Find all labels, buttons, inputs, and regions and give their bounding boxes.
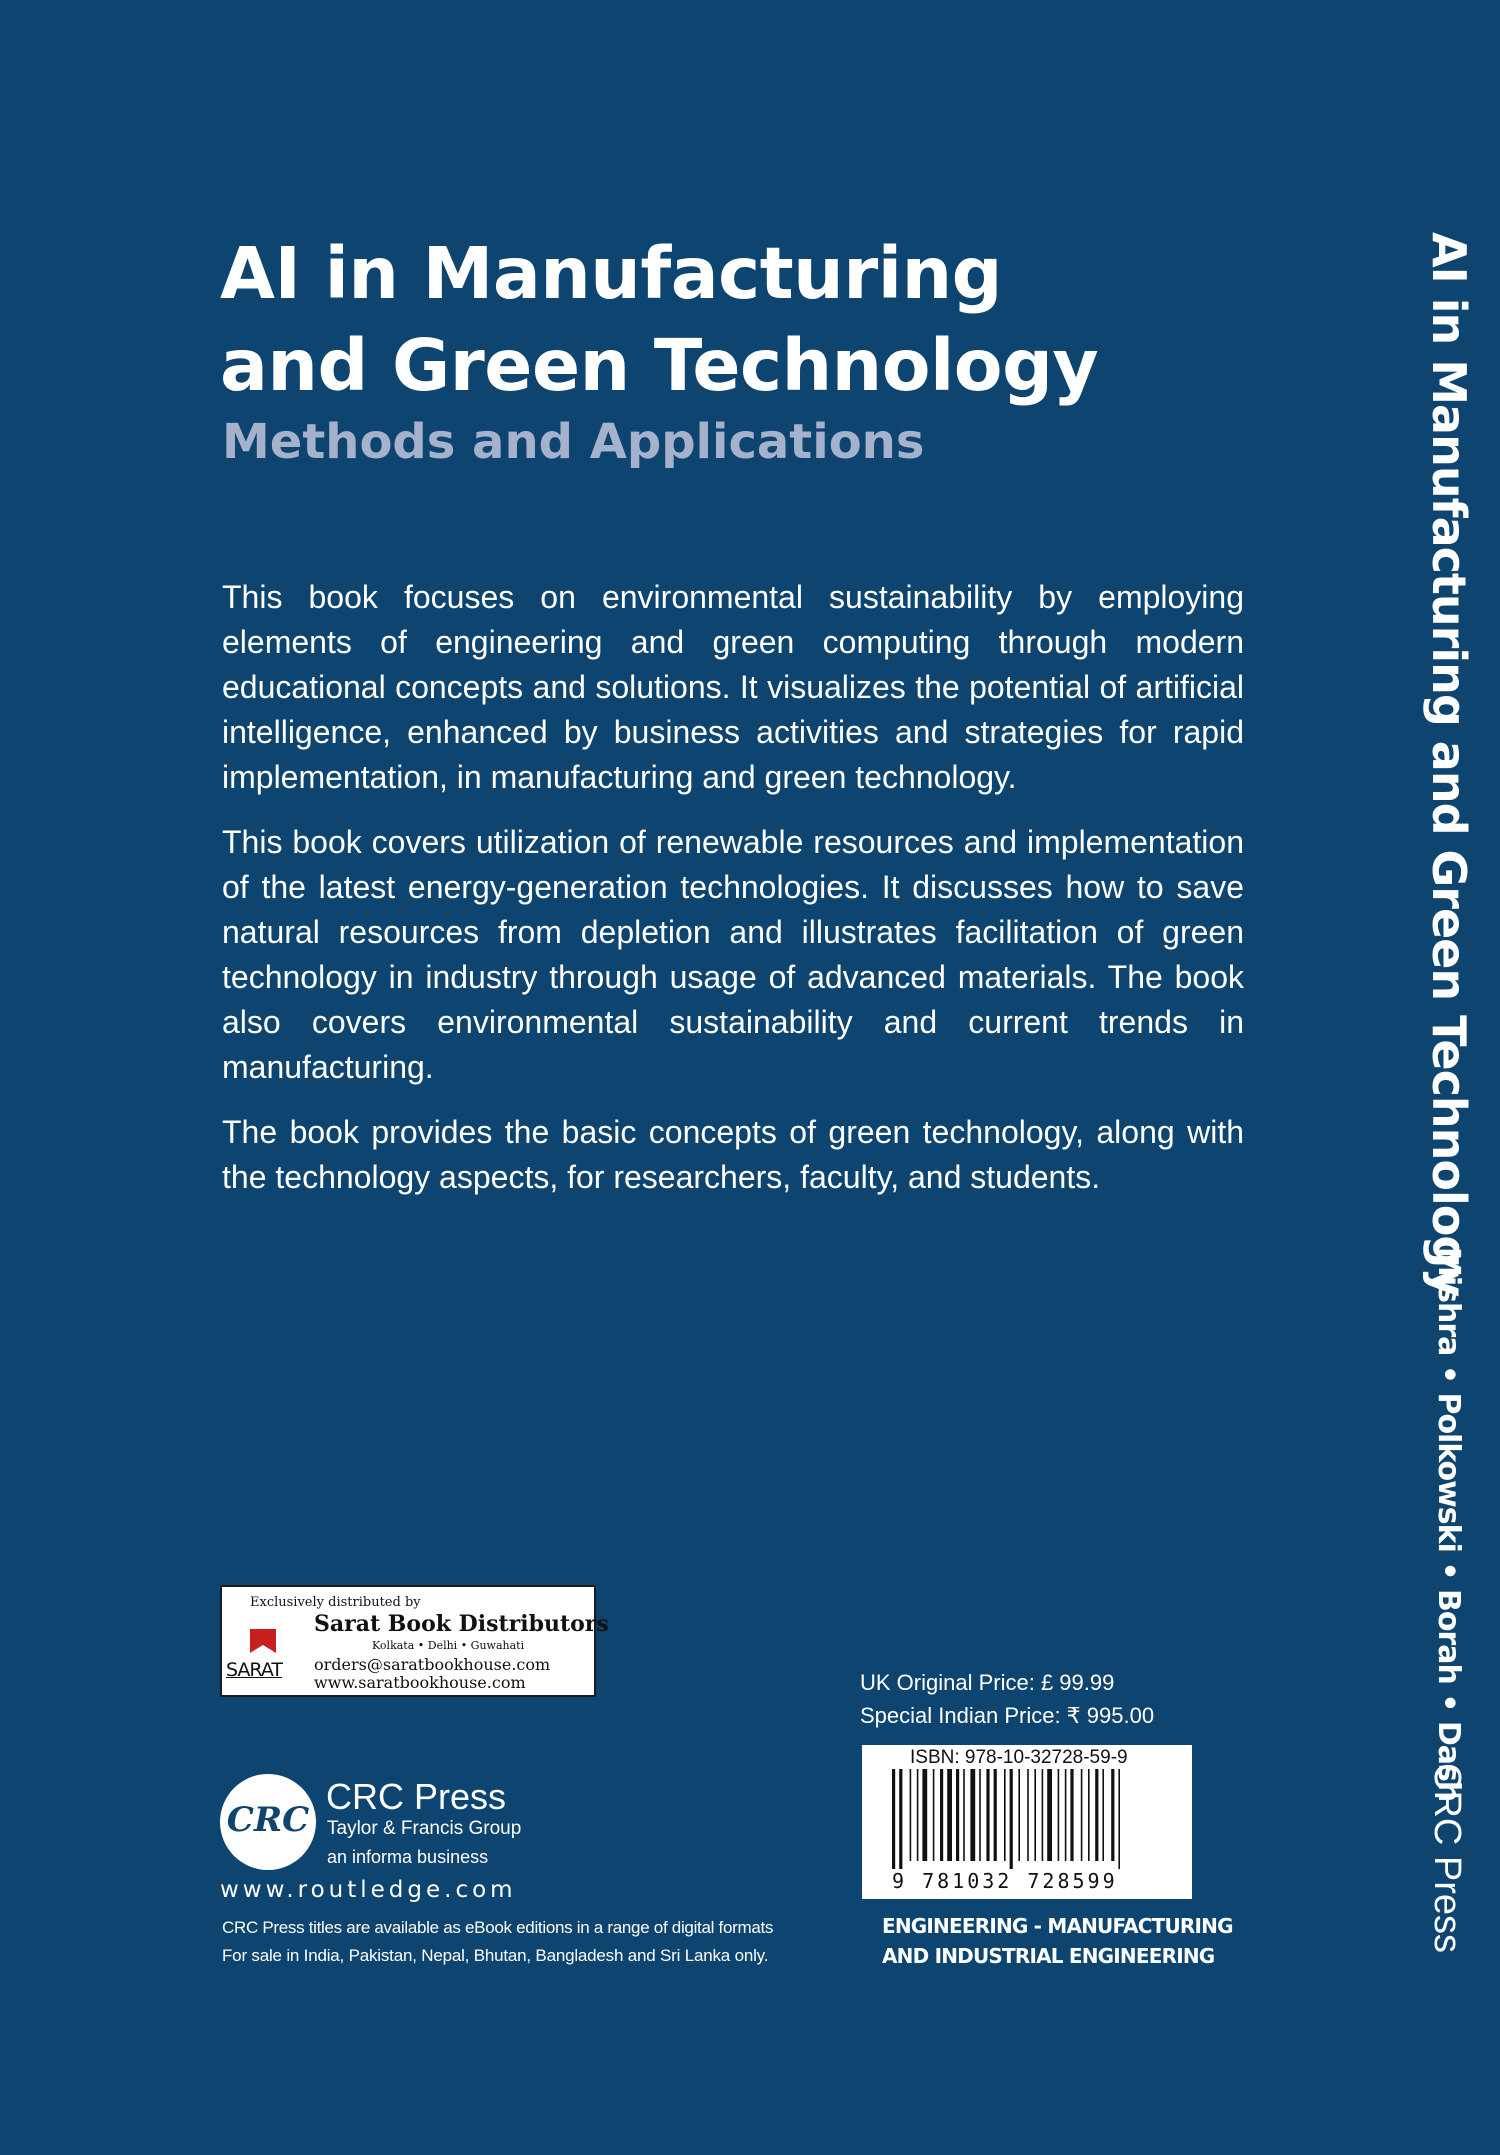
isbn-number: ISBN: 978-10-32728-59-9: [910, 1747, 1128, 1768]
barcode-bar: [1010, 1769, 1013, 1869]
barcode-bar: [986, 1769, 989, 1861]
publisher-group: Taylor & Francis Group: [327, 1818, 522, 1839]
description-paragraph-3: The book provides the basic concepts of green technology, along with the technology aspects, for researchers, faculty, and students.: [222, 1114, 1244, 1195]
barcode-bar: [892, 1769, 895, 1869]
publisher-informa: an informa business: [327, 1847, 489, 1867]
barcode-bar: [979, 1769, 981, 1861]
barcode-bar: [1095, 1769, 1098, 1861]
barcode-bar: [994, 1769, 997, 1861]
barcode-bars: [862, 1769, 1192, 1869]
barcode-digits: 9 781032 728599: [892, 1869, 1118, 1893]
description-paragraph-1: This book focuses on environmental sustainability by employing elements of engineering and green computing through modern educational concepts and solutions. It visualizes the potential of artificial intelligence, enhanced by business activities and strategies for rapid implementation, in manufacturing and green technology.: [222, 579, 1244, 795]
distributor-name: Sarat Book Distributors: [314, 1611, 609, 1637]
distributor-stamp: [220, 1585, 609, 1697]
barcode-bar: [1034, 1769, 1036, 1861]
barcode-bar: [922, 1769, 927, 1861]
distributor-exclusive-label: Exclusively distributed by: [250, 1595, 421, 1610]
spine-title: AI in Manufacturing and Green Technology: [1422, 232, 1476, 1297]
indian-price: Special Indian Price: ₹ 995.00: [860, 1703, 1155, 1728]
barcode-bar: [1058, 1769, 1060, 1861]
spine-publisher: CRC Press: [1426, 1763, 1468, 1954]
ebook-note: CRC Press titles are available as eBook editions in a range of digital formats: [222, 1918, 774, 1937]
book-description: [222, 575, 1244, 1220]
barcode-bar: [1004, 1769, 1006, 1861]
barcode-bar: [1118, 1769, 1120, 1869]
sarat-logo-text: SARAT: [226, 1659, 282, 1681]
barcode-bar: [910, 1769, 912, 1861]
barcode-bar: [933, 1769, 935, 1861]
category-line-2: AND INDUSTRIAL ENGINEERING: [882, 1944, 1215, 1968]
barcode-bar: [1065, 1769, 1067, 1861]
uk-price: UK Original Price: £ 99.99: [860, 1670, 1115, 1695]
barcode-bar: [1027, 1769, 1029, 1861]
barcode-bar: [899, 1769, 902, 1869]
barcode-bar: [970, 1769, 975, 1861]
spine-authors: Mishra • Polkowski • Borah • Dash: [1431, 1247, 1466, 1802]
barcode-bar: [1102, 1769, 1104, 1861]
publisher-url: www.routledge.com: [220, 1877, 517, 1903]
barcode-bar: [1088, 1769, 1090, 1861]
barcode-bar: [1111, 1769, 1114, 1861]
barcode-bar: [1070, 1769, 1073, 1861]
description-paragraph-2: This book covers utilization of renewable resources and implementation of the latest energy-generation technologies. It discusses how to save natural resources from depletion and illustrates facilitation of green technology in industry through usage of advanced materials. The book also covers environmental sustainability and current trends in manufacturing.: [222, 824, 1244, 1085]
book-title: [220, 228, 1320, 412]
book-subtitle: Methods and Applications: [222, 414, 925, 470]
isbn-barcode: [862, 1745, 1192, 1899]
barcode-bar: [947, 1769, 952, 1861]
barcode-bar: [1047, 1769, 1052, 1861]
category-line-1: ENGINEERING - MANUFACTURING: [882, 1914, 1233, 1938]
distributor-website: www.saratbookhouse.com: [314, 1673, 526, 1692]
crc-press-logo: [220, 1774, 316, 1870]
book-title-line-2: and Green Technology: [220, 324, 1099, 407]
barcode-bar: [1018, 1769, 1020, 1861]
crc-logo-text: CRC: [226, 1800, 310, 1840]
distributor-email: orders@saratbookhouse.com: [314, 1655, 551, 1674]
subject-category: [882, 1911, 1233, 1971]
barcode-bar: [940, 1769, 943, 1861]
barcode-bar: [1081, 1769, 1083, 1861]
barcode-bar: [963, 1769, 965, 1861]
barcode-bar: [956, 1769, 959, 1861]
publisher-name: CRC Press: [326, 1776, 507, 1817]
distributor-cities: Kolkata • Delhi • Guwahati: [372, 1639, 525, 1652]
sale-restriction-note: For sale in India, Pakistan, Nepal, Bhutan, Bangladesh and Sri Lanka only.: [222, 1946, 769, 1965]
barcode-bar: [917, 1769, 919, 1861]
book-title-line-1: AI in Manufacturing: [220, 232, 1002, 315]
barcode-bar: [1042, 1769, 1044, 1861]
